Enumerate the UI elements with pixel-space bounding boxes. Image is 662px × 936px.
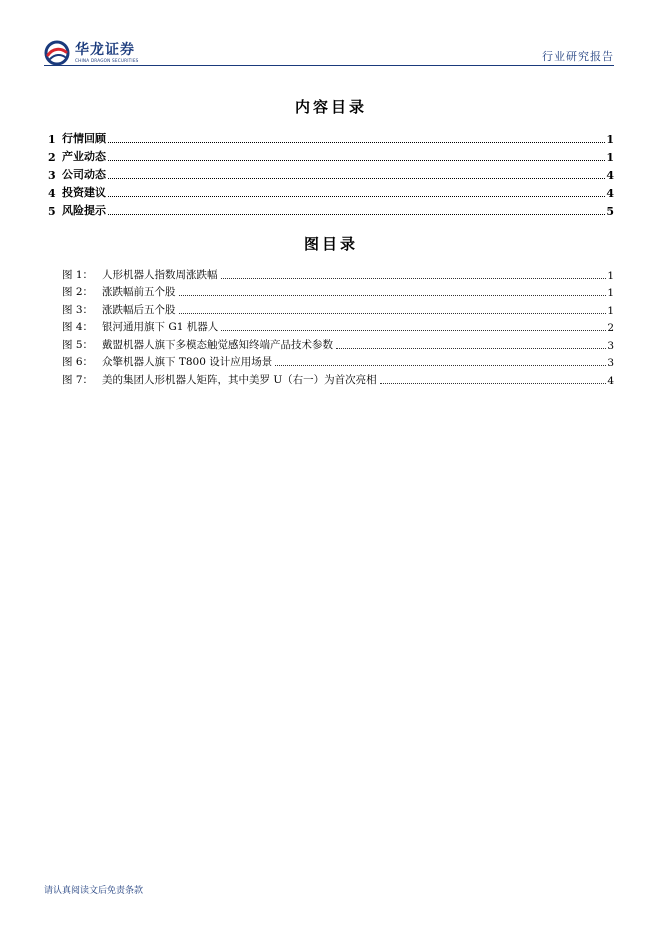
toc-entry[interactable] bbox=[48, 164, 614, 182]
toc-entry-number: 3 bbox=[48, 169, 56, 182]
toc-entry-number: 2 bbox=[48, 151, 56, 164]
figure-entry-page: 1 bbox=[607, 269, 614, 282]
toc-entry[interactable] bbox=[48, 200, 614, 218]
figure-entry-label: 图 3： bbox=[62, 303, 94, 316]
dot-leader bbox=[336, 348, 606, 349]
figure-entry-page: 3 bbox=[607, 339, 614, 352]
dot-leader bbox=[275, 365, 606, 366]
figure-entry-label: 图 4： bbox=[62, 321, 94, 333]
figure-entry-label: 图 5： bbox=[62, 338, 94, 351]
toc-entry-title: 投资建议 bbox=[62, 186, 106, 199]
dot-leader bbox=[179, 313, 607, 314]
figure-entry[interactable] bbox=[62, 369, 614, 387]
logo-chinese-name: 华龙证券 bbox=[75, 41, 135, 58]
dot-leader bbox=[380, 383, 607, 384]
toc-entry-page: 1 bbox=[606, 151, 614, 164]
figure-entry-title: 涨跌幅后五个股 bbox=[102, 303, 176, 316]
toc-list bbox=[48, 128, 614, 218]
dot-leader bbox=[108, 142, 605, 143]
dot-leader bbox=[221, 330, 606, 331]
toc-entry-title: 行情回顾 bbox=[62, 132, 106, 145]
page-header bbox=[44, 38, 614, 68]
dot-leader bbox=[179, 295, 607, 296]
figure-entry-title: 美的集团人形机器人矩阵，其中美罗 U（右一）为首次亮相 bbox=[102, 373, 377, 386]
figure-entry[interactable] bbox=[62, 264, 614, 282]
figure-entry-page: 1 bbox=[607, 304, 614, 317]
dot-leader bbox=[108, 214, 605, 215]
toc-title: 内容目录 bbox=[294, 98, 367, 116]
figure-entry-title: 银河通用旗下 G1 机器人 bbox=[102, 321, 219, 333]
toc-entry[interactable] bbox=[48, 182, 614, 200]
toc-entry[interactable] bbox=[48, 128, 614, 146]
figure-entry-label: 图 2： bbox=[62, 286, 94, 298]
figure-entry-label: 图 7： bbox=[62, 373, 94, 386]
figure-entry[interactable] bbox=[62, 299, 614, 317]
company-logo bbox=[44, 38, 139, 68]
logo-english-name: CHINA DRAGON SECURITIES bbox=[75, 57, 139, 63]
toc-entry-title: 公司动态 bbox=[62, 168, 106, 181]
toc-entry-page: 1 bbox=[606, 133, 614, 146]
dot-leader bbox=[108, 160, 605, 161]
figure-entry-title: 众擎机器人旗下 T800 设计应用场景 bbox=[102, 356, 273, 368]
figure-entry[interactable] bbox=[62, 352, 614, 370]
toc-entry-number: 4 bbox=[48, 187, 56, 200]
figure-index-title: 图目录 bbox=[303, 235, 358, 253]
report-type-label: 行业研究报告 bbox=[542, 50, 614, 63]
dragon-logo-icon bbox=[44, 40, 70, 66]
figure-entry-label: 图 6： bbox=[62, 356, 94, 368]
toc-entry-title: 产业动态 bbox=[62, 150, 106, 163]
dot-leader bbox=[221, 278, 607, 279]
figure-entry-page: 4 bbox=[607, 374, 614, 387]
toc-entry-number: 5 bbox=[48, 205, 56, 218]
figure-index-list bbox=[62, 264, 614, 387]
toc-entry-page: 5 bbox=[606, 205, 614, 218]
toc-entry-number: 1 bbox=[48, 133, 56, 146]
figure-entry-label: 图 1： bbox=[62, 268, 94, 281]
figure-entry[interactable] bbox=[62, 334, 614, 352]
toc-entry-page: 4 bbox=[606, 187, 614, 200]
toc-entry-page: 4 bbox=[606, 169, 614, 182]
figure-entry-page: 1 bbox=[607, 287, 614, 299]
figure-entry[interactable] bbox=[62, 317, 614, 335]
figure-entry-title: 涨跌幅前五个股 bbox=[102, 286, 176, 298]
figure-entry-title: 戴盟机器人旗下多模态触觉感知终端产品技术参数 bbox=[102, 338, 333, 351]
figure-entry-page: 2 bbox=[607, 322, 614, 334]
figure-entry[interactable] bbox=[62, 282, 614, 300]
toc-entry-title: 风险提示 bbox=[62, 204, 106, 217]
footer-disclaimer: 请认真阅读文后免责条款 bbox=[44, 886, 144, 896]
dot-leader bbox=[108, 196, 605, 197]
figure-entry-title: 人形机器人指数周涨跌幅 bbox=[102, 268, 218, 281]
dot-leader bbox=[108, 178, 605, 179]
header-divider bbox=[44, 65, 614, 66]
toc-entry[interactable] bbox=[48, 146, 614, 164]
figure-entry-page: 3 bbox=[607, 357, 614, 369]
